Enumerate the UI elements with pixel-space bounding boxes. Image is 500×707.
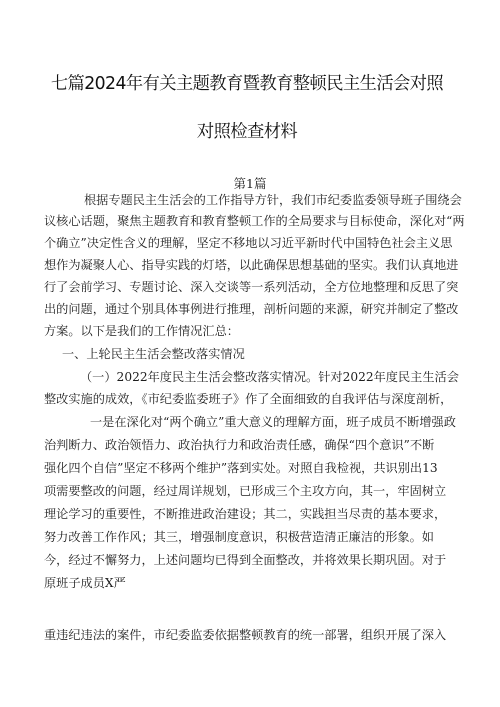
body-line-18: 原班子成员X严	[44, 576, 126, 590]
body-line-6: 出的问题，通过个别具体事例进行推理，剖析问题的来源，研究并制定了整改	[44, 302, 459, 316]
body-line-17: 今，经过不懈努力，上述问题均已得到全面整改，并将效果长期巩固。对于	[44, 553, 447, 567]
section-heading-1: 一、上轮民主生活会整改落实情况	[62, 347, 245, 361]
body-line-2: 议核心话题，聚焦主题教育和教育整顿工作的全局要求与目标使命，深化对“两	[44, 214, 465, 228]
body-line-5: 行了会前学习、专题讨论、深入交谈等一系列活动，全方位地整理和反思了突	[44, 280, 459, 294]
body-line-11: 一是在深化对“两个确立”重大意义的理解方面，班子成员不断增强政	[90, 415, 456, 429]
body-line-10: 整改实施的成效，《市纪委监委班子》作了全面细致的自我评估与深度剖析，	[44, 392, 453, 406]
body-line-15: 理论学习的重要性，不断推进政治建设；其二，实践担当尽责的基本要求，	[44, 507, 447, 521]
body-line-16: 努力改善工作作风；其三，增强制度意识，积极营造清正廉洁的形象。如	[44, 530, 434, 544]
body-line-12: 治判断力、政治领悟力、政治执行力和政治责任感，确保“四个意识”不断	[44, 438, 435, 452]
body-line-19: 重违纪违法的案件，市纪委监委依据整顿教育的统一部署，组织开展了深入	[44, 628, 447, 642]
document-title-line-2: 对照检查材料	[196, 122, 298, 142]
section-label: 第1篇	[233, 176, 267, 191]
body-line-3: 个确立”决定性含义的理解，坚定不移地以习近平新时代中国特色社会主义思	[44, 236, 453, 250]
body-line-9: （一）2022年度民主生活会整改落实情况。针对2022年度民主生活会	[80, 370, 459, 384]
body-line-1: 根据专题民主生活会的工作指导方针，我们市纪委监委领导班子围绕会	[84, 193, 462, 207]
document-title-line-1: 七篇2024年有关主题教育暨教育整顿民主生活会对照	[50, 74, 444, 94]
body-line-14: 项需要整改的问题，经过周详规划，已形成三个主攻方向，其一，牢固树立	[44, 484, 447, 498]
body-line-13: 强化四个自信”坚定不移两个维护”落到实处。对照自我检视，共识别出13	[44, 461, 438, 475]
body-line-4: 想作为凝聚人心、指导实践的灯塔，以此确保思想基础的坚实。我们认真地进	[44, 258, 459, 272]
body-line-7: 方案。以下是我们的工作情况汇总：	[44, 324, 239, 338]
